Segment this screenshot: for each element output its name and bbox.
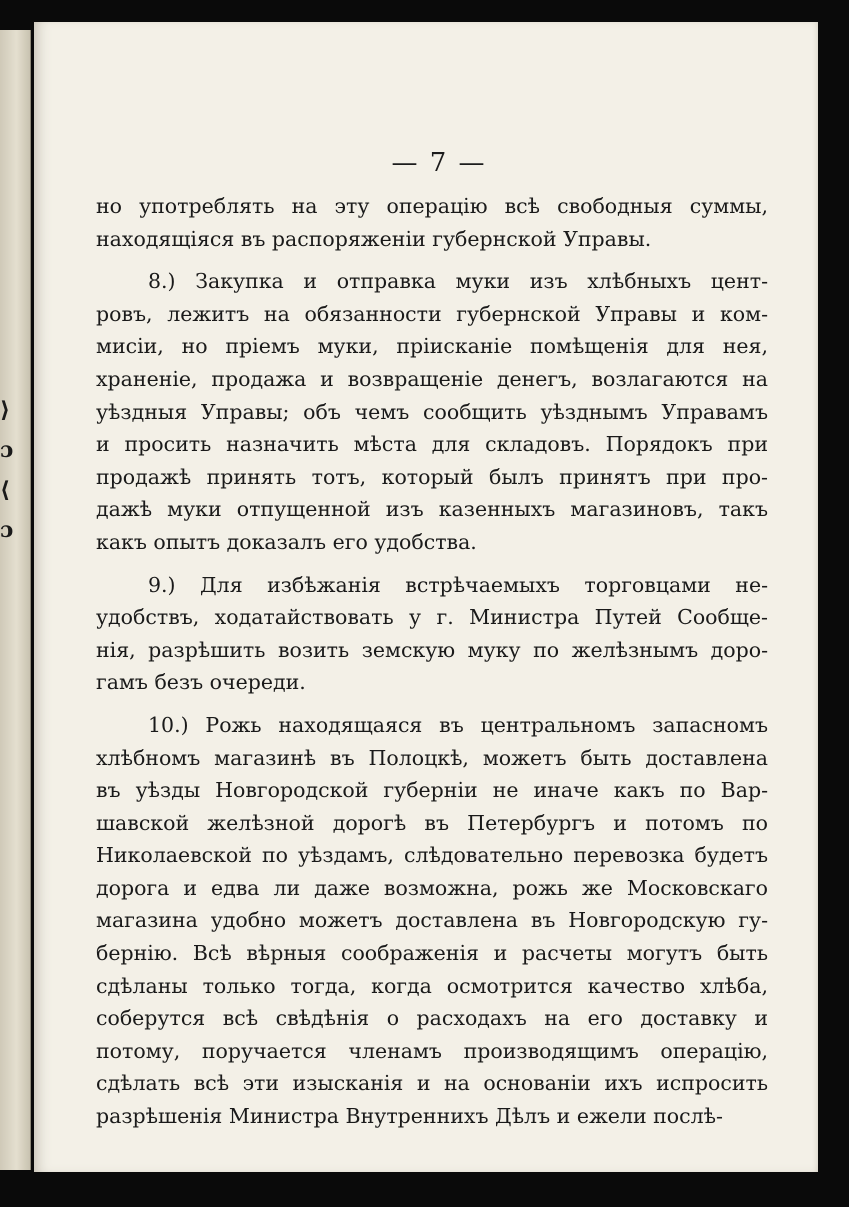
text-line: бернію. Всѣ вѣрныя соображенія и расчеты могутъ быть <box>96 941 768 966</box>
text-line: 8.) Закупка и отправка муки изъ хлѣбныхъ цент- <box>148 269 768 294</box>
text-line: мисіи, но пріемъ муки, пріисканіе помѣщенія для нея, <box>96 334 768 359</box>
text-line: разрѣшенія Министра Внутреннихъ Дѣлъ и ежели послѣ- <box>96 1104 723 1129</box>
adjacent-page-edge <box>0 30 31 1170</box>
text-line: въ уѣзды Новгородской губерніи не иначе какъ по Вар- <box>96 778 768 803</box>
text-line: шавской желѣзной дорогѣ въ Петербургъ и потомъ по <box>96 810 768 835</box>
text-line: соберутся всѣ свѣдѣнія о расходахъ на его доставку и <box>96 1006 768 1031</box>
paragraph <box>96 569 768 699</box>
text-line: дажѣ муки отпущенной изъ казенныхъ магазиновъ, такъ <box>96 497 768 522</box>
text-line: сдѣлать всѣ эти изысканія и на основаніи ихъ испросить <box>96 1071 768 1096</box>
text-line: уѣздныя Управы; объ чемъ сообщить уѣзднымъ Управамъ <box>96 399 768 424</box>
text-line: магазина удобно можетъ доставлена въ Новгородскую гу- <box>96 908 768 933</box>
text-line: 10.) Рожь находящаяся въ центральномъ запасномъ <box>148 712 768 737</box>
text-line: какъ опытъ доказалъ его удобства. <box>96 529 477 554</box>
body-text <box>96 190 768 1133</box>
text-line: продажѣ принять тотъ, который былъ принятъ при про- <box>96 464 768 489</box>
text-line: храненіе, продажа и возвращеніе денегъ, возлагаются на <box>96 366 768 391</box>
page-number: — 7 — <box>391 148 487 178</box>
text-line: и просить назначить мѣста для складовъ. Порядокъ при <box>96 432 768 457</box>
text-line: потому, поручается членамъ производящимъ операцію, <box>96 1038 768 1063</box>
text-line: сдѣланы только тогда, когда осмотрится качество хлѣба, <box>96 973 768 998</box>
text-line: Николаевской по уѣздамъ, слѣдовательно перевозка будетъ <box>96 843 768 868</box>
paragraph-gap <box>96 699 768 709</box>
text-line: но употреблять на эту операцію всѣ свободныя суммы, <box>96 194 768 218</box>
paragraph <box>96 265 768 558</box>
book-page <box>34 22 818 1172</box>
text-line: хлѣбномъ магазинѣ въ Полоцкѣ, можетъ быть доставлена <box>96 745 768 770</box>
text-line: дорога и едва ли даже возможна, рожь же Московскаго <box>96 875 768 900</box>
text-line: гамъ безъ очереди. <box>96 670 306 695</box>
paragraph-gap <box>96 559 768 569</box>
text-line: удобствъ, ходатайствовать у г. Министра Путей Сообще- <box>96 605 768 630</box>
paragraph <box>96 709 768 1133</box>
paragraph-gap <box>96 255 768 265</box>
text-line: нія, разрѣшить возить земскую муку по желѣзнымъ доро- <box>96 637 768 662</box>
paragraph <box>96 190 768 255</box>
text-line: 9.) Для избѣжанія встрѣчаемыхъ торговцами не- <box>148 572 768 597</box>
text-line: ровъ, лежитъ на обязанности губернской Управы и ком- <box>96 301 768 326</box>
text-line: находящіяся въ распоряженіи губернской Управы. <box>96 226 652 251</box>
adjacent-page-bleed-marks: ⟩ ɔ ⟨ ɔ <box>0 397 14 543</box>
